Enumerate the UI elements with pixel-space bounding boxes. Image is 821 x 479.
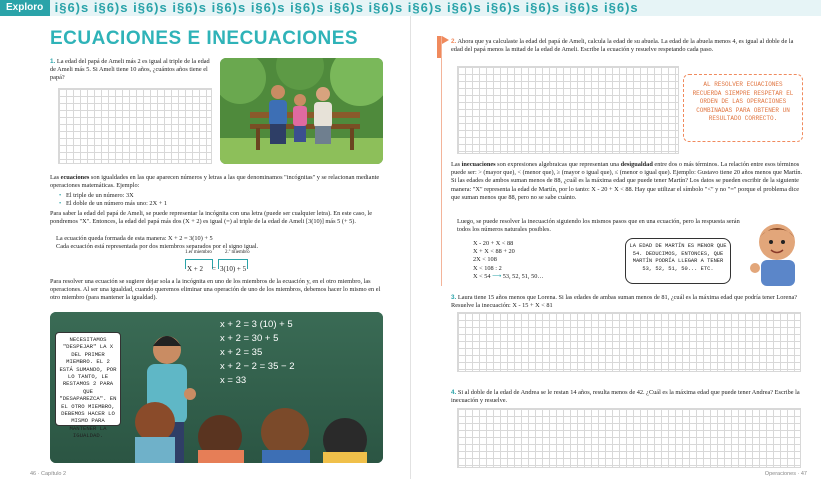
- step-line: X < 108 : 2: [473, 264, 502, 272]
- arrow-icon: ⟶: [490, 272, 503, 280]
- boy-bubble-text: LA EDAD DE MARTÍN ES MENOR QUE 54. DEDUCIMOS, ENTONCES, QUE MARTÍN PODRÍA LLEGAR A TENER 53, 52, 51, 50... ETC.: [629, 243, 727, 272]
- second-member-label: 2.º miembro: [225, 250, 250, 255]
- reminder-box: [683, 74, 803, 142]
- problem-4: [451, 389, 803, 405]
- problem-1: [50, 58, 210, 83]
- equation-left: X + 2: [187, 265, 204, 273]
- bullet-item: • El triple de un número: 3X: [56, 192, 356, 200]
- inecuaciones-definition: [451, 161, 803, 202]
- board-line: x + 2 = 35: [220, 347, 263, 358]
- keyword-inecuaciones: inecuaciones: [461, 161, 496, 168]
- decorative-pattern: i§6)s i§6)s i§6)s i§6)s i§6)s i§6)s i§6)s i§6)s i§6)s i§6)s i§6)s i§6)s i§6)s i§6)s i§6)s: [50, 0, 639, 15]
- equation-equals: =: [212, 265, 216, 273]
- problem-3-text: Laura tiene 15 años menos que Lorena. Si las edades de ambas suman menos de 81, ¿cuál es la máxima edad que podría tener Lorena? Resuelve la inecuación: X - 15 + X < 81: [451, 294, 798, 310]
- family-bench-illustration: [220, 58, 383, 164]
- right-page: [411, 16, 821, 479]
- bullet-item: • El doble de un número más uno: 2X + 1: [56, 200, 356, 208]
- problem-4-number: 4.: [451, 389, 457, 396]
- answer-grid-4[interactable]: [457, 408, 801, 468]
- equation-right: 3(10) + 5: [220, 265, 247, 273]
- problem-2: [451, 38, 801, 54]
- problem-2-number: 2.: [451, 38, 457, 45]
- ecuaciones-definition: [50, 174, 388, 190]
- problem-2-text: Ahora que ya calculaste la edad del papá de Ameli, calcula la edad de su abuela. La edad de la abuela menos 4, es igual al doble de la edad del papá menos la mitad de la edad de Ameli. Escribe la ecuación y resuelve respetando cada paso.: [451, 38, 794, 54]
- problem-4-text: Si al doble de la edad de Andrea se le restan 14 años, resulta menos de 42. ¿Cuál es la máxima edad que puede tener Andrea? Escribe la inecuación y resuelve.: [451, 389, 800, 405]
- orange-margin-rule: [441, 36, 442, 286]
- problem-1-number: 1.: [50, 58, 56, 65]
- board-line: x = 33: [220, 375, 247, 386]
- keyword-ecuaciones: ecuaciones: [60, 174, 90, 181]
- problem-1-text: La edad del papá de Ameli más 2 es igual al triple de la edad de Ameli más 5. Si Ameli tiene 10 años, ¿cuántos años tiene el papá?: [50, 58, 210, 82]
- family-bench-image: [220, 58, 383, 164]
- step-line: [473, 273, 593, 281]
- intro-pre: Las: [50, 174, 61, 181]
- reminder-text: AL RESOLVER ECUACIONES RECUERDA SIEMPRE RESPETAR EL ORDEN DE LAS OPERACIONES COMBINADAS PARA OBTENER UN RESULTADO CORRECTO.: [692, 81, 794, 123]
- step-final: X < 54: [473, 272, 491, 280]
- step-result: 53, 52, 51, 50…: [502, 272, 544, 280]
- paragraph-resolver-inecuacion: Luego, se puede resolver la inecuación siguiendo los mismos pasos que en una ecuación, pero la respuesta serán todos los números naturales posibles.: [457, 218, 740, 234]
- left-page: [0, 16, 410, 479]
- left-page-footer: 46 · Capítulo 2: [30, 471, 67, 477]
- paragraph-incognita: Para saber la edad del papá de Ameli, se puede representar la incógnita con una letra (puede ser cualquier letra). En este caso, le pondremos "X". Entonces, la edad del papá más dos (X + 2) es igual (=) al triple de la edad de Ameli [3(10)] más 5 (+ 5).: [50, 210, 373, 226]
- inequation-steps: [473, 240, 593, 281]
- members-diagram: [185, 249, 285, 279]
- right-page-footer: Operaciones · 47: [764, 471, 807, 477]
- board-line: x + 2 = 30 + 5: [220, 333, 279, 344]
- paragraph-resolver: Para resolver una ecuación se sugiere dejar sola a la incógnita en uno de los miembros de la ecuación y, en el otro miembro, las operaciones. Al ser una igualdad, cuando queremos eliminar una operación de uno de los miembros, debemos hacer lo mismo en el otro miembro (para mantener la igualdad).: [50, 278, 381, 302]
- boy-speech-bubble: [625, 238, 731, 284]
- answer-grid-1[interactable]: [58, 88, 212, 164]
- keyword-desigualdad: desigualdad: [620, 161, 653, 168]
- problem-3: [451, 294, 803, 310]
- classroom-people: [50, 312, 383, 463]
- answer-grid-3[interactable]: [457, 312, 801, 372]
- page-title: ECUACIONES E INECUACIONES: [50, 28, 359, 49]
- first-member-label: 1.er miembro: [185, 250, 212, 255]
- ineq-mid: son expresiones algebraicas que representan una: [495, 161, 621, 168]
- example-bullets: [56, 192, 356, 208]
- paragraph-ecuacion-formada: La ecuación queda formada de esta manera: X + 2 = 3(10) + 5: [56, 235, 213, 242]
- top-banner: [0, 0, 821, 16]
- classroom-illustration: [50, 312, 383, 463]
- problem-3-number: 3.: [451, 294, 457, 301]
- step-line: 2X < 108: [473, 256, 497, 264]
- step-line: X - 20 + X < 88: [473, 240, 514, 247]
- paragraph-miembros: Cada ecuación está representada por dos miembros separados por el signo igual.: [56, 243, 259, 250]
- ineq-post: entre dos o más términos. La relación entre esos términos puede ser: > (mayor que), < (menor que), ≥ (mayor o igual que), ≤ (menor o igual que). Ejemplo: Gustavo tiene 20 años menos que Martín. Si las edades de ambos suman menos de 88, ¿cuál es la máxima edad que puede tener Martín? Los datos se pueden escribir de la siguiente manera: "X" representa la edad de Martín, por lo tanto: X - 20 + X < 88. Hay que utilizar el símbolo "<" y no "=" porque el problema dice que suman menos que 88, pero no se sabe cuánto.: [451, 161, 803, 201]
- board-line: x + 2 = 3 (10) + 5: [220, 319, 293, 330]
- intro-post: son igualdades en las que aparecen números y letras a las que denominamos "incógnitas" y se relacionan mediante operaciones matemáticas. Ejemplo:: [50, 174, 380, 190]
- step-line: X + X < 88 + 20: [473, 248, 515, 256]
- teacher-bubble-text: NECESITAMOS "DESPEJAR" LA X DEL PRIMER MIEMBRO. EL 2 ESTÁ SUMANDO, POR LO TANTO, LE RESTAMOS 2 PARA QUE "DESAPAREZCA". EN EL OTRO MIEMBRO, DEBEMOS HACER LO MISMO PARA MANTENER LA IGUALDAD.: [59, 336, 117, 440]
- ineq-pre: Las: [451, 161, 462, 168]
- board-line: x + 2 − 2 = 35 − 2: [220, 361, 295, 372]
- section-label: Exploro: [0, 0, 50, 16]
- boy-illustration: [741, 218, 813, 286]
- answer-grid-2[interactable]: [457, 66, 679, 154]
